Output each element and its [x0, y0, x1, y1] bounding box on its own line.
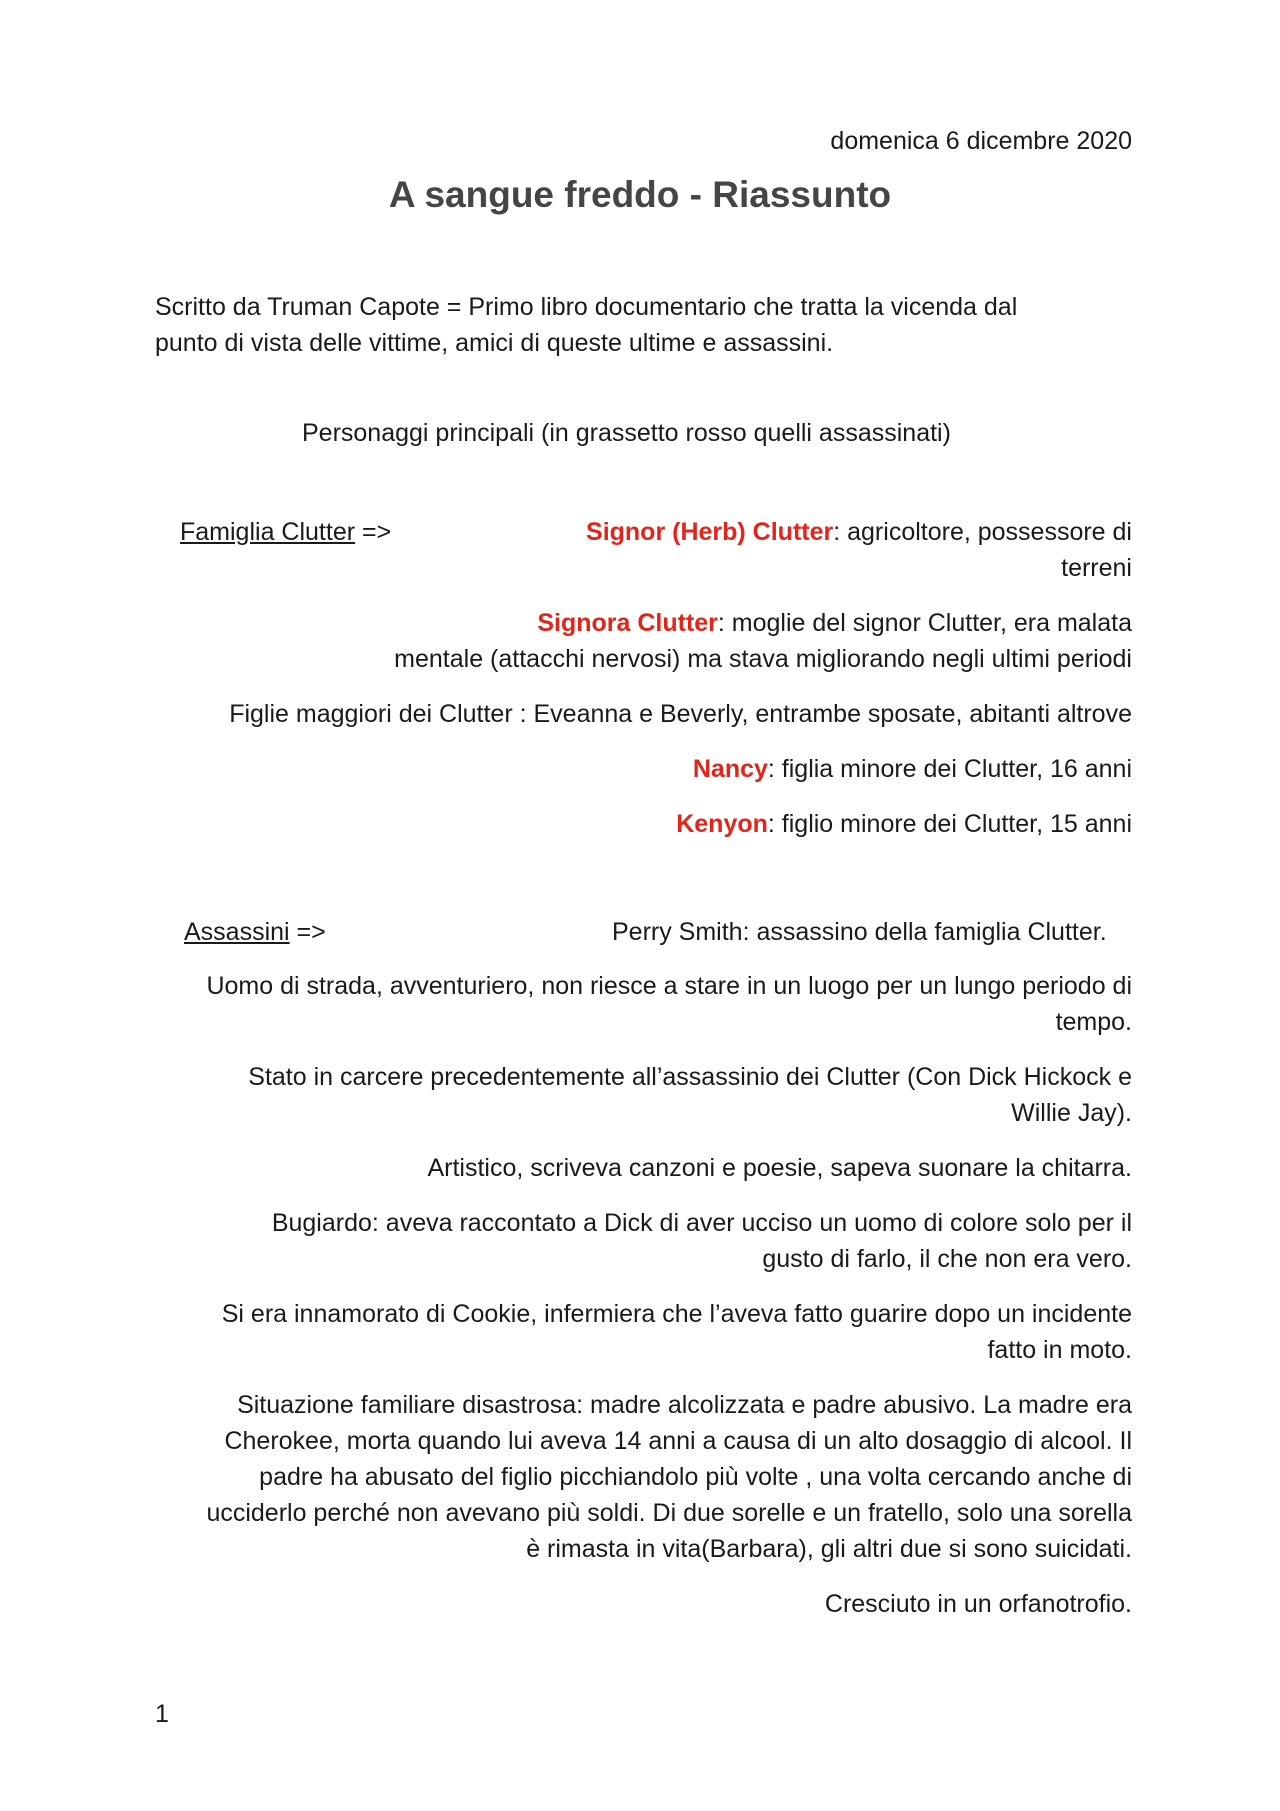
paragraph-line: Situazione familiare disastrosa: madre alcolizzata e padre abusivo. La madre era: [237, 1391, 1132, 1419]
perry-paragraph: [152, 968, 1132, 1040]
perry-paragraph: [152, 1205, 1132, 1277]
intro-paragraph: [155, 289, 1017, 361]
document-date: domenica 6 dicembre 2020: [830, 127, 1132, 155]
herb-description-cont: terreni: [1061, 554, 1132, 582]
paragraph-line: Willie Jay).: [1011, 1099, 1132, 1127]
signora-description: : moglie del signor Clutter, era malata: [717, 609, 1132, 637]
document-title: A sangue freddo - Riassunto: [388, 174, 892, 215]
paragraph-line: è rimasta in vita(Barbara), gli altri due si sono suicidati.: [526, 1535, 1132, 1563]
herb-entry: [152, 514, 1132, 586]
perry-paragraph: [152, 1296, 1132, 1368]
herb-name: Signor (Herb) Clutter: [586, 518, 834, 546]
kenyon-name: Kenyon: [676, 810, 768, 838]
nancy-description: : figlia minore dei Clutter, 16 anni: [767, 755, 1132, 783]
paragraph-line: Si era innamorato di Cookie, infermiera che l’aveva fatto guarire dopo un incidente: [221, 1300, 1132, 1328]
signora-description-cont: mentale (attacchi nervosi) ma stava migliorando negli ultimi periodi: [394, 645, 1132, 673]
perry-paragraph: Artistico, scriveva canzoni e poesie, sapeva suonare la chitarra.: [427, 1154, 1132, 1182]
paragraph-line: fatto in moto.: [987, 1336, 1132, 1364]
intro-line: Scritto da Truman Capote = Primo libro documentario che tratta la vicenda dal: [155, 293, 1018, 321]
herb-description: : agricoltore, possessore di: [833, 518, 1132, 546]
kenyon-entry: [152, 806, 1132, 842]
paragraph-line: padre ha abusato del figlio picchiandolo più volte , una volta cercando anche di: [259, 1463, 1132, 1491]
nancy-entry: [152, 751, 1132, 787]
signora-name: Signora Clutter: [537, 609, 718, 637]
page-number: 1: [155, 1700, 169, 1728]
kenyon-description: : figlio minore dei Clutter, 15 anni: [767, 810, 1132, 838]
paragraph-line: Uomo di strada, avventuriero, non riesce a stare in un luogo per un lungo periodo di: [206, 972, 1132, 1000]
perry-paragraph: [152, 1059, 1132, 1131]
paragraph-line: gusto di farlo, il che non era vero.: [762, 1245, 1132, 1273]
perry-paragraph: Cresciuto in un orfanotrofio.: [824, 1590, 1132, 1618]
famiglia-label-text: Famiglia Clutter: [180, 518, 356, 546]
assassini-label: [184, 914, 326, 950]
perry-paragraph: [152, 1387, 1132, 1567]
intro-line: punto di vista delle vittime, amici di queste ultime e assassini.: [155, 329, 834, 357]
figlie-entry: Figlie maggiori dei Clutter : Eveanna e Beverly, entrambe sposate, abitanti altrove: [229, 700, 1132, 728]
signora-entry: [152, 605, 1132, 677]
nancy-name: Nancy: [692, 755, 768, 783]
paragraph-line: ucciderlo perché non avevano più soldi. Di due sorelle e un fratello, solo una sorella: [206, 1499, 1132, 1527]
assassini-arrow: =>: [289, 918, 326, 946]
perry-entry: Perry Smith: assassino della famiglia Clutter.: [612, 918, 1107, 946]
famiglia-arrow: =>: [355, 518, 392, 546]
paragraph-line: Stato in carcere precedentemente all’assassinio dei Clutter (Con Dick Hickock e: [248, 1063, 1132, 1091]
paragraph-line: Cherokee, morta quando lui aveva 14 anni a causa di un alto dosaggio di alcool. Il: [224, 1427, 1132, 1455]
personaggi-heading: Personaggi principali (in grassetto rosso quelli assassinati): [302, 419, 951, 447]
assassini-label-text: Assassini: [184, 918, 290, 946]
paragraph-line: Bugiardo: aveva raccontato a Dick di aver ucciso un uomo di colore solo per il: [271, 1209, 1132, 1237]
paragraph-line: tempo.: [1055, 1008, 1132, 1036]
